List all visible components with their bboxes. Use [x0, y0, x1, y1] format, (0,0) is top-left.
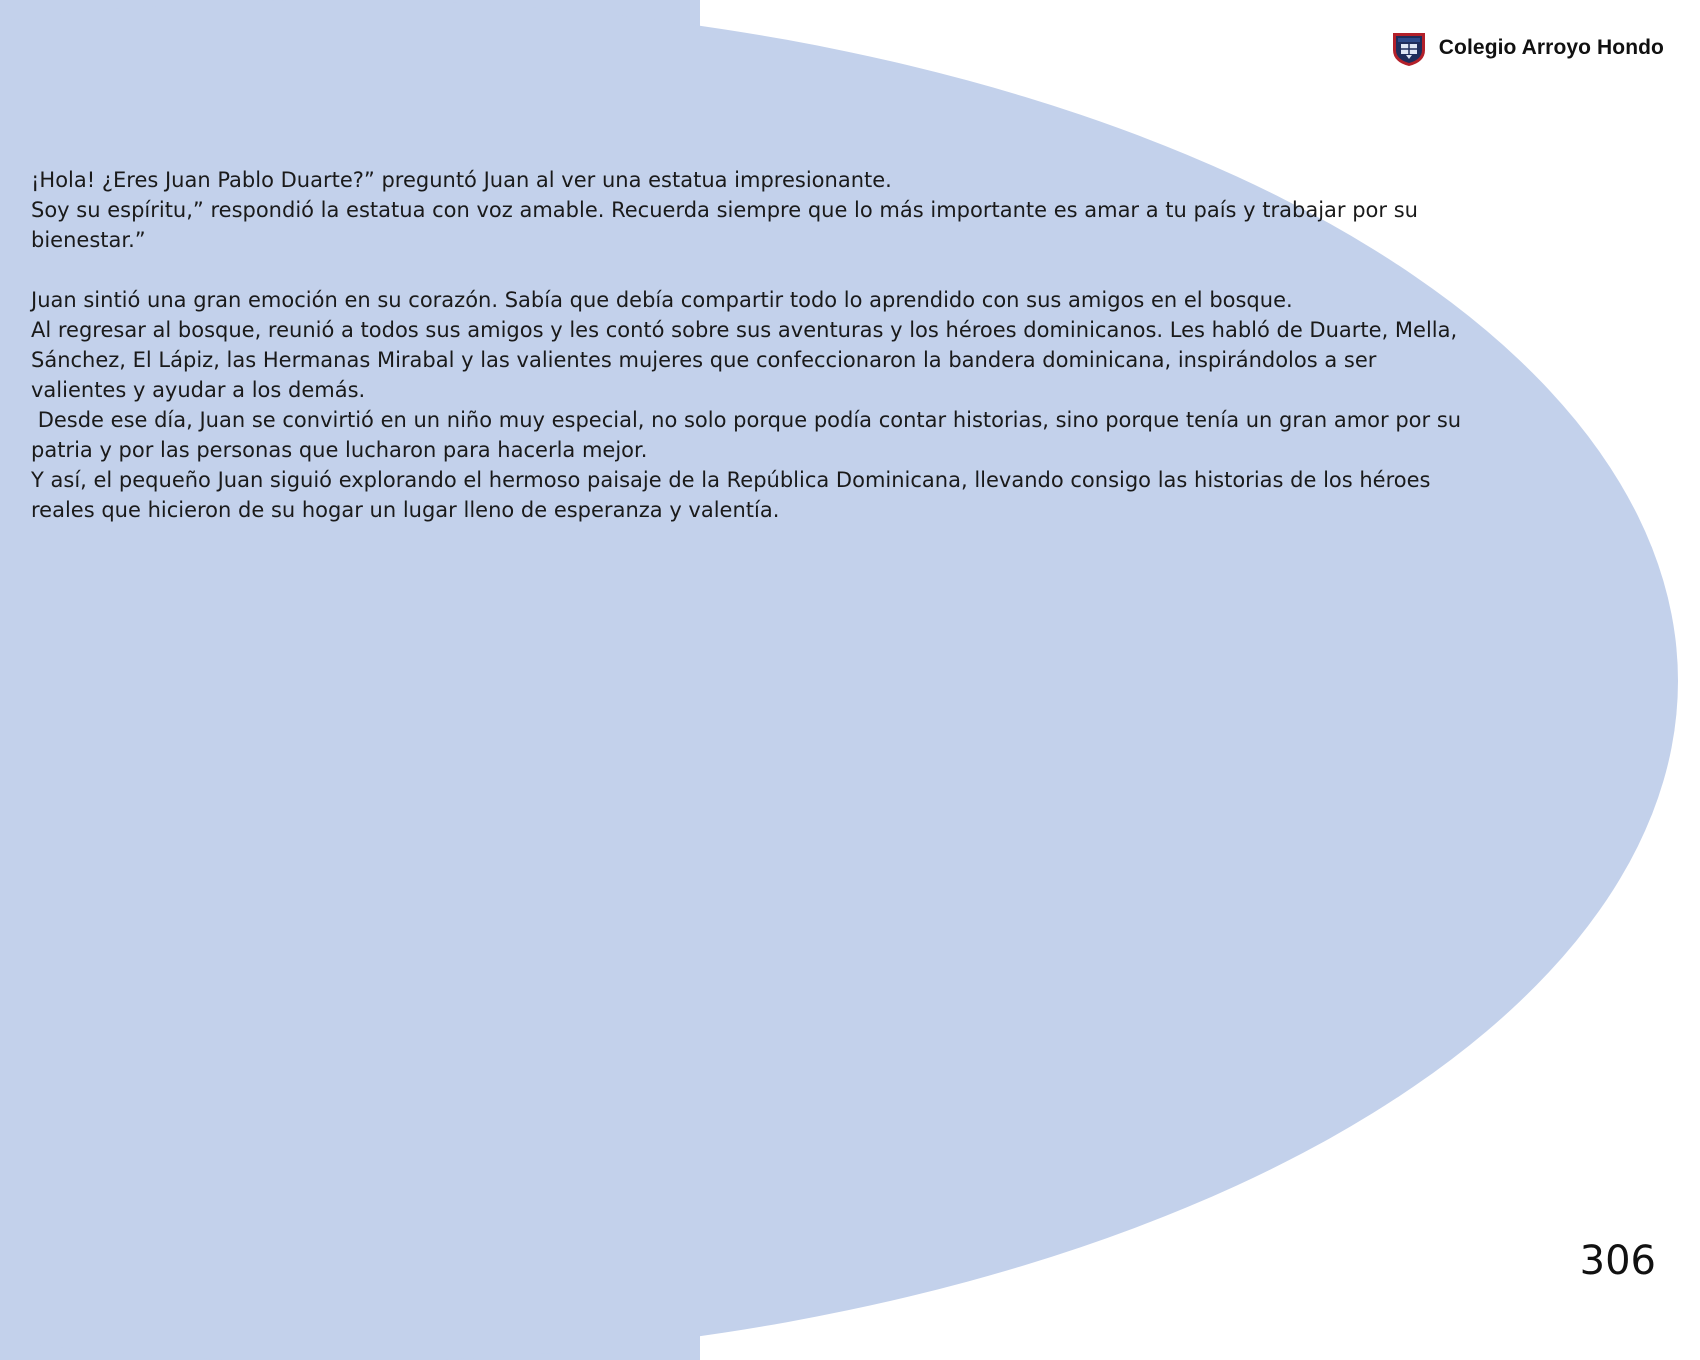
paragraph-spacer [31, 255, 1471, 285]
story-paragraph: Juan sintió una gran emoción en su corazón. Sabía que debía compartir todo lo aprendido con sus amigos en el bosque. [31, 288, 1293, 312]
story-paragraph: ¡Hola! ¿Eres Juan Pablo Duarte?” preguntó Juan al ver una estatua impresionante. [31, 168, 892, 192]
story-text [31, 165, 1471, 525]
school-crest-icon [1389, 28, 1429, 68]
story-paragraph: Y así, el pequeño Juan siguió explorando el hermoso paisaje de la República Dominicana, llevando consigo las historias de los héroes reales que hicieron de su hogar un lugar lleno de esperanza y valentía. [31, 468, 1438, 522]
page-number: 306 [1579, 1238, 1656, 1284]
story-paragraph: Desde ese día, Juan se convirtió en un niño muy especial, no solo porque podía contar historias, sino porque tenía un gran amor por su patria y por las personas que lucharon para hacerla mejor. [31, 408, 1468, 462]
school-name: Colegio Arroyo Hondo [1438, 36, 1664, 59]
story-paragraph: Soy su espíritu,” respondió la estatua con voz amable. Recuerda siempre que lo más importante es amar a tu país y trabajar por su bienestar.” [31, 198, 1425, 252]
page-header [1389, 28, 1664, 68]
story-paragraph: Al regresar al bosque, reunió a todos sus amigos y les contó sobre sus aventuras y los héroes dominicanos. Les habló de Duarte, Mella, Sánchez, El Lápiz, las Hermanas Mirabal y las valientes mujeres que confeccionaron la bandera dominicana, inspirándolos a ser valientes y ayudar a los demás. [31, 318, 1464, 402]
